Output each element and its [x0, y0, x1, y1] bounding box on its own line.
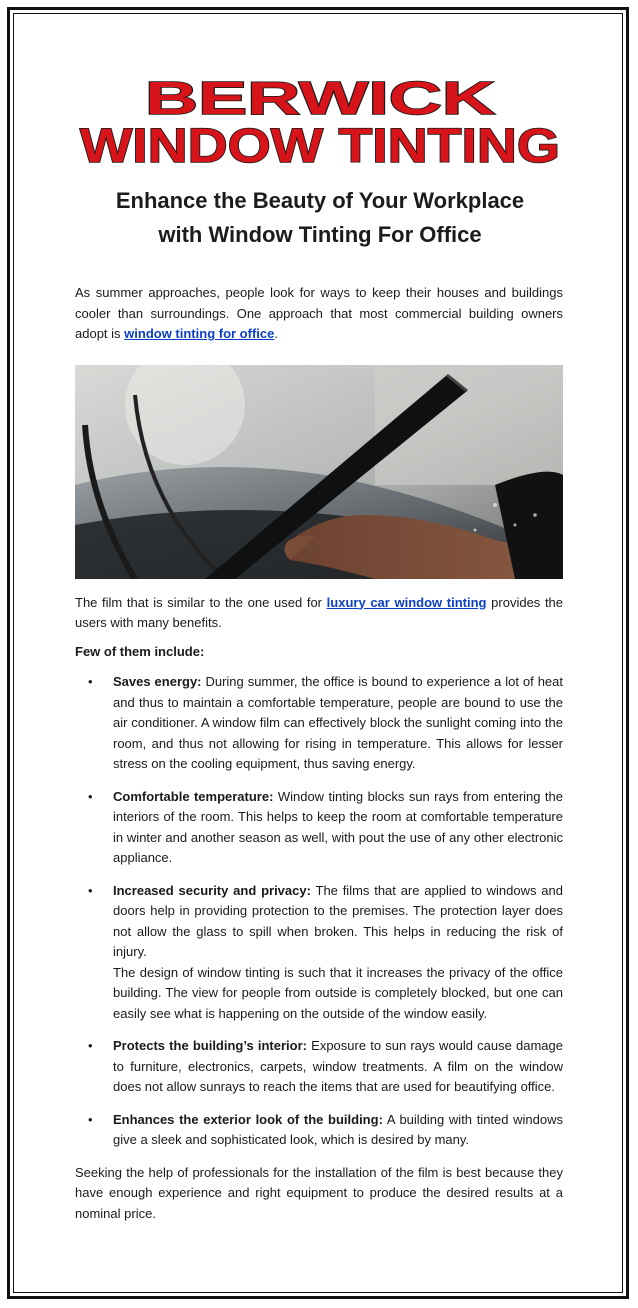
benefit-title: Saves energy: — [113, 674, 202, 689]
bullet-icon: • — [88, 788, 93, 804]
benefit-title: Comfortable temperature: — [113, 788, 274, 804]
window-tint-application-photo — [75, 365, 563, 579]
film-text: The film that is similar to the one used for — [75, 594, 327, 610]
benefit-title: Enhances the exterior look of the building: — [113, 1111, 383, 1127]
logo-line-window-tinting: WINDOW TINTING — [80, 120, 560, 168]
benefit-text: A building with tinted windows give a sleek and sophisticated look, which is desired by many. — [113, 1111, 564, 1147]
bullet-icon: • — [88, 1111, 93, 1127]
bullet-icon: • — [88, 882, 93, 898]
benefit-text: The films that are applied to windows and doors help in providing protection to the premises. The protection layer does not allow the glass to spill when broken. This helps in reducing the risk of injury. — [113, 882, 563, 959]
berwick-window-tinting-logo — [78, 72, 562, 168]
benefits-heading: Few of them include: — [75, 643, 205, 659]
bullet-icon: • — [88, 1038, 93, 1053]
benefit-text-continued: The design of window tinting is such that it increases the privacy of the office building. The view for people from outside is completely blocked, but one can easily see what is happening on the outside of the window easily. — [113, 964, 563, 1021]
page-title — [60, 184, 580, 252]
bullet-icon: • — [88, 674, 93, 689]
benefits-list — [75, 672, 563, 1151]
list-item — [75, 881, 563, 1025]
film-paragraph — [75, 593, 563, 634]
luxury-car-window-tinting-link[interactable]: luxury car window tinting — [326, 594, 487, 610]
title-line-2: with Window Tinting For Office — [158, 222, 482, 247]
benefit-text: Window tinting blocks sun rays from entering the interiors of the room. This helps to keep the room at comfortable temperature in winter and another season as well, with pout the use of any other electronic appliance. — [113, 788, 563, 865]
benefit-text: Exposure to sun rays would cause damage to furniture, electronics, carpets, window treatments. A film on the window does not allow sunrays to reach the items that are used for beautifying office. — [113, 1038, 563, 1094]
article-body — [75, 283, 563, 1224]
intro-text: As summer approaches, people look for ways to keep their houses and buildings cooler than surroundings. One approach that most commercial building owners adopt is — [75, 285, 563, 341]
list-item — [75, 787, 563, 869]
benefit-title: Protects the building’s interior: — [113, 1038, 307, 1053]
intro-end: . — [274, 326, 278, 341]
closing-paragraph: Seeking the help of professionals for the installation of the film is best because they have enough experience and right equipment to produce the desired results at a nominal price. — [75, 1164, 563, 1221]
list-item — [75, 672, 563, 775]
window-tinting-for-office-link[interactable]: window tinting for office — [124, 326, 275, 341]
title-line-1: Enhance the Beauty of Your Workplace — [115, 188, 525, 213]
list-item — [75, 1036, 563, 1098]
film-end: provides the users with many benefits. — [75, 594, 564, 630]
intro-paragraph — [75, 283, 563, 345]
benefit-text: During summer, the office is bound to experience a lot of heat and thus to maintain a comfortable temperature, people are bound to use the air conditioner. A window film can effectively block the sunlight coming into the room, and thus not allowing for rising in temperature. This allows for lesser stress on the cooling equipment, thus saving energy. — [113, 674, 563, 771]
benefit-title: Increased security and privacy: — [113, 882, 311, 898]
logo-line-berwick: BERWICK — [145, 72, 495, 124]
list-item — [75, 1110, 563, 1151]
